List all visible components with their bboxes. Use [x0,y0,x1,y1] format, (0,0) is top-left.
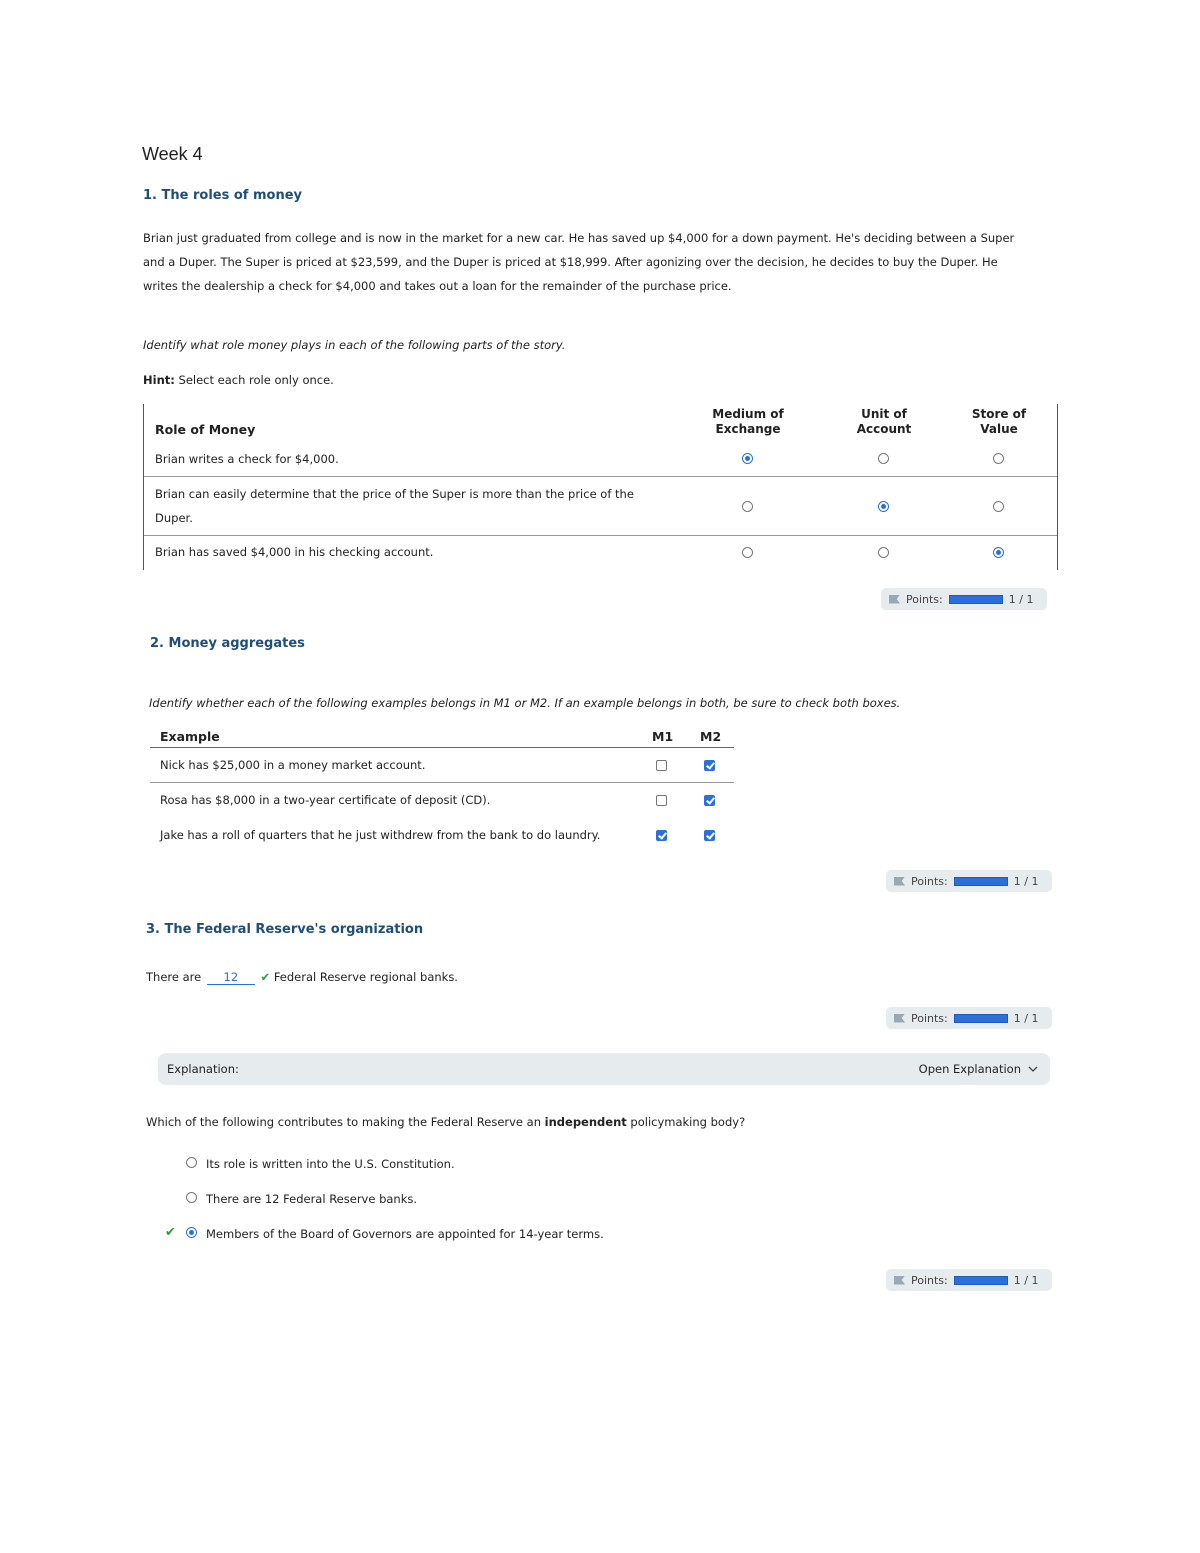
points-value: 1 / 1 [1013,1011,1039,1025]
hint-label: Hint: [143,373,175,387]
question-1-instruction: Identify what role money plays in each of the following parts of the story. [143,338,566,352]
radio-unit-of-account[interactable] [878,453,889,464]
page-title: Week 4 [142,144,203,164]
points-value: 1 / 1 [1013,874,1039,888]
row-text: Jake has a roll of quarters that he just withdrew from the bank to do laundry. [160,828,601,842]
points-label: Points: [911,1011,948,1025]
m2-checkbox[interactable] [704,795,715,806]
fill-in-sentence [146,970,458,985]
table-row [150,748,734,783]
option-radio[interactable] [186,1192,197,1203]
points-progress-bar [954,1276,1008,1285]
question-text-after: policymaking body? [626,1115,746,1129]
table-header [150,725,734,748]
question-1-hint [143,373,334,387]
option[interactable] [186,1192,686,1210]
points-label: Points: [911,874,948,888]
m1-checkbox[interactable] [656,795,667,806]
story-line: writes the dealership a check for $4,000 and takes out a loan for the remainder of the purchase price. [143,279,732,293]
story-line: Brian just graduated from college and is now in the market for a new car. He has saved up $4,000 for a down payment. He's deciding between a Super [143,231,1015,245]
m1-checkbox[interactable] [656,760,667,771]
open-explanation-button[interactable] [919,1062,1038,1076]
radio-store-of-value[interactable] [993,453,1004,464]
column-header-example: Example [160,729,220,744]
flag-icon [889,595,900,604]
radio-store-of-value[interactable] [993,547,1004,558]
explanation-label: Explanation: [167,1062,239,1076]
points-badge [881,588,1047,610]
question-1-story [143,226,1073,298]
sentence-before: There are [146,970,202,984]
column-header-m2: M2 [700,729,722,744]
radio-unit-of-account[interactable] [878,547,889,558]
m2-checkbox[interactable] [704,830,715,841]
answer-input[interactable]: 12 [207,970,255,985]
row-text [155,482,634,530]
column-header-medium-of-exchange [693,407,803,437]
header-line: Store of [971,407,1027,421]
roles-of-money-table [143,404,1058,570]
table-row [150,783,734,817]
row-text: Nick has $25,000 in a money market account. [160,758,426,772]
open-explanation-label: Open Explanation [918,1062,1021,1076]
header-line: Account [856,422,912,436]
table-row [144,535,1057,571]
radio-unit-of-account[interactable] [878,501,889,512]
story-line: and a Duper. The Super is priced at $23,599, and the Duper is priced at $18,999. After agonizing over the decision, he decides to buy the Duper. He [143,255,998,269]
radio-medium-of-exchange[interactable] [742,501,753,512]
row-text: Rosa has $8,000 in a two-year certificate of deposit (CD). [160,793,491,807]
option-text: Its role is written into the U.S. Constitution. [206,1157,455,1171]
flag-icon [894,877,905,886]
points-badge [886,1007,1052,1029]
column-header-store-of-value [944,407,1054,437]
flag-icon [894,1014,905,1023]
question-2-title: 2. Money aggregates [150,636,305,651]
radio-store-of-value[interactable] [993,501,1004,512]
points-label: Points: [906,592,943,606]
points-progress-bar [949,595,1003,604]
table-row [144,444,1057,476]
option-radio[interactable] [186,1157,197,1168]
column-header-m1: M1 [652,729,674,744]
header-line: Exchange [715,422,781,436]
question-text-bold: independent [544,1115,627,1129]
flag-icon [894,1276,905,1285]
chevron-down-icon [1028,1066,1038,1073]
row-text-line: Brian can easily determine that the price of the Super is more than the price of the [155,487,634,501]
header-line: Value [980,422,1018,436]
points-value: 1 / 1 [1008,592,1034,606]
option-text: There are 12 Federal Reserve banks. [206,1192,418,1206]
question-2-instruction: Identify whether each of the following examples belongs in M1 or M2. If an example belongs in both, be sure to check both boxes. [149,696,901,710]
check-icon: ✔ [165,1225,176,1240]
row-text: Brian has saved $4,000 in his checking account. [155,545,434,559]
m1-checkbox[interactable] [656,830,667,841]
table-row [150,818,734,852]
option-text: Members of the Board of Governors are appointed for 14-year terms. [206,1227,604,1241]
sentence-after: Federal Reserve regional banks. [273,970,458,984]
points-badge [886,870,1052,892]
option[interactable] [186,1227,686,1245]
points-value: 1 / 1 [1013,1273,1039,1287]
points-label: Points: [911,1273,948,1287]
header-line: Medium of [712,407,784,421]
column-header-role: Role of Money [155,422,256,437]
table-row [144,476,1057,535]
column-header-unit-of-account [829,407,939,437]
option[interactable] [186,1157,686,1175]
question-3b-text [146,1115,745,1129]
check-icon: ✔ [260,970,271,984]
option-radio[interactable] [186,1227,197,1238]
question-3-title: 3. The Federal Reserve's organization [146,922,424,937]
m2-checkbox[interactable] [704,760,715,771]
radio-medium-of-exchange[interactable] [742,453,753,464]
radio-medium-of-exchange[interactable] [742,547,753,558]
row-text-line: Duper. [155,511,193,525]
hint-text: Select each role only once. [174,373,334,387]
points-progress-bar [954,1014,1008,1023]
question-text-before: Which of the following contributes to making the Federal Reserve an [146,1115,545,1129]
points-progress-bar [954,877,1008,886]
table-header [144,404,1057,444]
question-1-title: 1. The roles of money [143,188,302,203]
header-line: Unit of [861,407,907,421]
explanation-panel [158,1053,1050,1085]
row-text: Brian writes a check for $4,000. [155,452,339,466]
points-badge [886,1269,1052,1291]
